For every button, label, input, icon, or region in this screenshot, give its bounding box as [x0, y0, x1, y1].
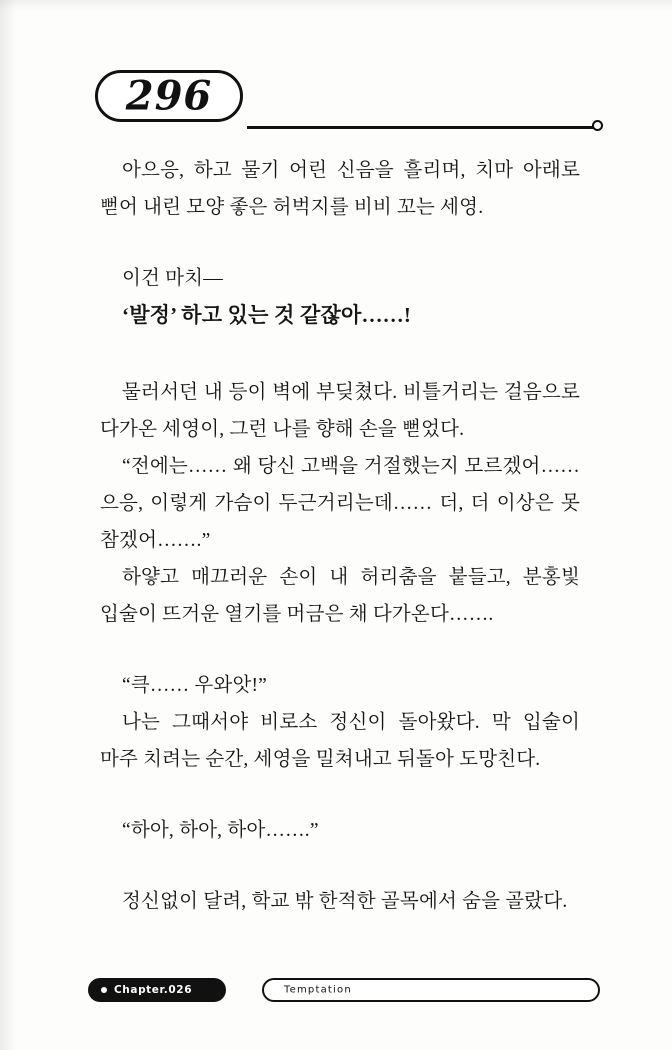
- page-number: 296: [125, 72, 213, 120]
- chapter-title: Temptation: [284, 984, 352, 996]
- paragraph: 나는 그때서야 비로소 정신이 돌아왔다. 막 입술이 마주 치려는 순간, 세영을 밀쳐내고 뒤돌아 도망친다.: [100, 712, 580, 770]
- chapter-title-badge: [262, 978, 600, 1002]
- paragraph: 하얗고 매끄러운 손이 내 허리춤을 붙들고, 분홍빛 입술이 뜨거운 열기를 머금은 채 다가온다…….: [100, 567, 580, 625]
- header-rule: [247, 126, 596, 129]
- page-header: [0, 70, 672, 140]
- paragraph-spacer: [100, 778, 580, 812]
- page-edge-shade-left: [0, 0, 16, 1050]
- paragraph: “전에는…… 왜 당신 고백을 거절했는지 모르겠어…… 으응, 이렇게 가슴이 두근거리는데…… 더, 더 이상은 못 참겠어…….”: [100, 456, 580, 551]
- chapter-badge: [88, 978, 226, 1002]
- paragraph-spacer: [100, 334, 580, 374]
- paragraph: 물러서던 내 등이 벽에 부딪쳤다. 비틀거리는 걸음으로 다가온 세영이, 그런 나를 향해 손을 뻗었다.: [100, 382, 580, 440]
- page-edge-shade-top: [0, 0, 672, 10]
- paragraph: 정신없이 달려, 학교 밖 한적한 골목에서 숨을 골랐다.: [122, 891, 568, 912]
- paragraph: “큭…… 우와앗!”: [122, 675, 268, 696]
- paragraph-spacer: [100, 849, 580, 883]
- chapter-label: Chapter.026: [114, 984, 193, 996]
- paragraph: “하아, 하아, 하아…….”: [122, 820, 319, 841]
- bullet-dot-icon: [101, 987, 107, 993]
- paragraph-spacer: [100, 226, 580, 260]
- paragraph: 아으응, 하고 물기 어린 신음을 흘리며, 치마 아래로 뻗어 내린 모양 좋은 허벅지를 비비 꼬는 세영.: [100, 160, 580, 218]
- page-footer: [88, 978, 600, 1004]
- page-number-badge: [95, 70, 243, 122]
- body-text: [100, 152, 580, 920]
- paragraph: 이건 마치―: [122, 268, 223, 289]
- emphasis-line: ‘발정’ 하고 있는 것 같잖아……!: [122, 303, 412, 327]
- header-end-dot-icon: [592, 120, 603, 131]
- paragraph-spacer: [100, 633, 580, 667]
